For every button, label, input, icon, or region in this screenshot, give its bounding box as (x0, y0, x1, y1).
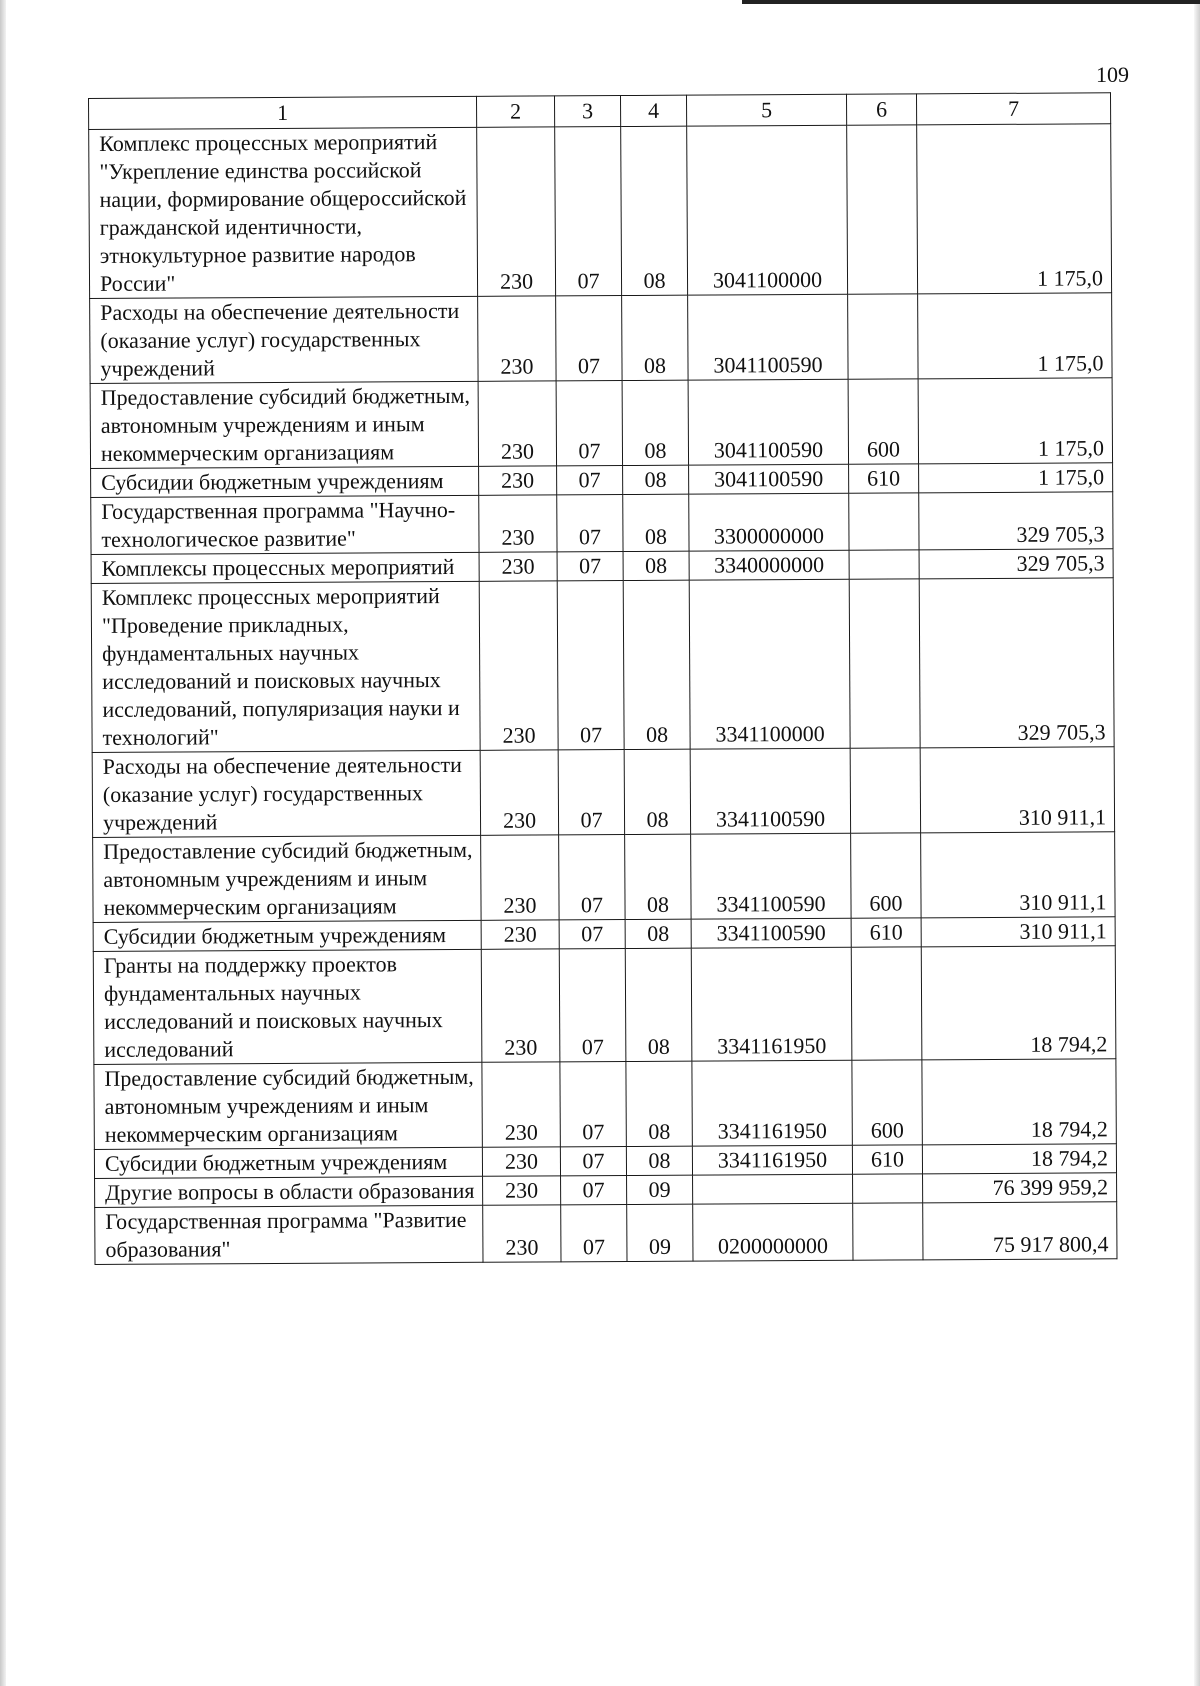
row-section-cell: 07 (558, 750, 624, 835)
row-code-cell: 230 (479, 466, 557, 495)
row-section-cell: 07 (560, 1147, 626, 1176)
header-col-1: 1 (89, 96, 477, 129)
table-row (93, 946, 1116, 1065)
header-col-4: 4 (620, 95, 686, 126)
row-expense-type-cell (851, 947, 922, 1060)
row-expense-type-cell (849, 493, 919, 550)
row-target-article-cell: 3041100590 (688, 294, 848, 380)
row-section-cell: 07 (560, 1062, 626, 1147)
row-amount-cell: 1 175,0 (919, 463, 1113, 493)
table-row (95, 1202, 1117, 1265)
row-section-cell: 07 (557, 466, 623, 495)
row-section-cell: 07 (561, 1205, 627, 1262)
row-section-cell: 07 (557, 495, 623, 552)
row-name-cell: Предоставление субсидий бюджетным, автономным учреждениям и иным некоммерческим организациям (90, 381, 478, 468)
row-name-cell: Предоставление субсидий бюджетным, автономным учреждениям и иным некоммерческим организациям (93, 835, 481, 922)
row-amount-cell: 18 794,2 (922, 1059, 1116, 1145)
row-name-cell: Субсидии бюджетным учреждениям (93, 920, 481, 951)
row-amount-cell: 76 399 959,2 (923, 1173, 1117, 1203)
row-name-cell: Государственная программа "Развитие образования" (95, 1205, 483, 1264)
page-number: 109 (1096, 62, 1129, 87)
row-name-cell: Комплекс процессных мероприятий "Укрепление единства российской нации, формирование общероссийской гражданской идентичности, этнокультурное развитие народов России" (89, 127, 478, 298)
row-section-cell: 07 (557, 552, 623, 581)
budget-table-sheet (88, 92, 1118, 1265)
row-target-article-cell: 3341100000 (689, 579, 850, 749)
row-target-article-cell: 3341100590 (691, 833, 851, 919)
scan-right-edge (1194, 0, 1200, 1686)
row-expense-type-cell (848, 294, 918, 379)
row-amount-cell: 310 911,1 (921, 832, 1115, 918)
row-code-cell: 230 (481, 949, 560, 1062)
row-code-cell: 230 (478, 381, 556, 466)
row-amount-cell: 329 705,3 (919, 549, 1113, 579)
row-subsection-cell: 09 (627, 1204, 693, 1261)
row-amount-cell: 329 705,3 (919, 578, 1114, 748)
table-row (92, 747, 1114, 838)
row-expense-type-cell: 610 (851, 918, 921, 947)
table-row (89, 124, 1112, 299)
row-amount-cell: 310 911,1 (920, 747, 1114, 833)
row-expense-type-cell (849, 550, 919, 579)
row-amount-cell: 18 794,2 (921, 946, 1116, 1060)
row-amount-cell: 310 911,1 (921, 917, 1115, 947)
row-code-cell: 230 (479, 552, 557, 581)
row-name-cell: Гранты на поддержку проектов фундаментальных научных исследований и поисковых научных исследований (93, 949, 482, 1064)
row-name-cell: Субсидии бюджетным учреждениям (91, 466, 479, 497)
row-target-article-cell: 3300000000 (689, 493, 849, 551)
row-expense-type-cell (849, 579, 920, 748)
row-name-cell: Государственная программа "Научно-технологическое развитие" (91, 495, 479, 554)
row-subsection-cell: 08 (621, 126, 688, 295)
header-col-2: 2 (476, 96, 554, 127)
header-col-5: 5 (686, 94, 846, 126)
row-subsection-cell: 08 (626, 1061, 692, 1146)
row-amount-cell: 329 705,3 (919, 492, 1113, 550)
row-expense-type-cell: 600 (848, 379, 918, 464)
row-expense-type-cell: 610 (852, 1145, 922, 1174)
row-target-article-cell: 3341100590 (690, 748, 850, 834)
row-expense-type-cell (853, 1174, 923, 1203)
table-row (91, 578, 1114, 753)
row-target-article-cell: 3041100590 (688, 379, 848, 465)
row-code-cell: 230 (481, 920, 559, 949)
header-col-7: 7 (916, 93, 1110, 125)
row-section-cell: 07 (557, 581, 624, 750)
row-code-cell: 230 (481, 835, 559, 920)
row-section-cell: 07 (561, 1176, 627, 1205)
header-col-3: 3 (554, 96, 620, 127)
row-name-cell: Предоставление субсидий бюджетным, автономным учреждениям и иным некоммерческим организациям (94, 1062, 482, 1149)
row-subsection-cell: 08 (622, 380, 688, 465)
row-subsection-cell: 08 (625, 948, 692, 1061)
row-section-cell: 07 (559, 949, 626, 1062)
row-section-cell: 07 (559, 920, 625, 949)
row-code-cell: 230 (480, 750, 558, 835)
row-code-cell: 230 (479, 495, 557, 552)
row-code-cell: 230 (477, 127, 556, 296)
row-code-cell: 230 (478, 296, 556, 381)
row-target-article-cell: 3341161950 (692, 1145, 852, 1175)
row-subsection-cell: 08 (623, 494, 689, 551)
row-subsection-cell: 08 (625, 834, 691, 919)
row-subsection-cell: 08 (624, 749, 690, 834)
row-code-cell: 230 (483, 1176, 561, 1205)
scan-left-edge (0, 0, 6, 1686)
row-code-cell: 230 (479, 581, 558, 750)
budget-table-body (89, 93, 1117, 1265)
top-edge-rule (742, 0, 1200, 4)
row-expense-type-cell (853, 1203, 923, 1260)
row-code-cell: 230 (482, 1062, 560, 1147)
row-code-cell: 230 (482, 1147, 560, 1176)
row-expense-type-cell: 610 (849, 464, 919, 493)
row-subsection-cell: 08 (623, 465, 689, 494)
row-amount-cell: 75 917 800,4 (923, 1202, 1117, 1260)
row-amount-cell: 1 175,0 (918, 378, 1112, 464)
row-target-article-cell: 3341161950 (692, 1060, 852, 1146)
row-code-cell: 230 (483, 1205, 561, 1262)
row-name-cell: Субсидии бюджетным учреждениям (94, 1147, 482, 1178)
row-section-cell: 07 (556, 381, 622, 466)
row-expense-type-cell (850, 748, 920, 833)
row-section-cell: 07 (559, 835, 625, 920)
row-expense-type-cell: 600 (851, 833, 921, 918)
row-name-cell: Комплексы процессных мероприятий (91, 552, 479, 583)
row-amount-cell: 1 175,0 (917, 124, 1112, 294)
row-target-article-cell: 3041100000 (687, 125, 848, 295)
table-row (94, 1059, 1116, 1150)
row-name-cell: Другие вопросы в области образования (95, 1176, 483, 1207)
row-subsection-cell: 08 (626, 1146, 692, 1175)
table-row (91, 492, 1113, 555)
table-row (90, 293, 1112, 384)
row-name-cell: Расходы на обеспечение деятельности (оказание услуг) государственных учреждений (90, 296, 478, 383)
row-name-cell: Комплекс процессных мероприятий "Проведение прикладных, фундаментальных научных исследований и поисковых научных исследований, популяризация науки и технологий" (91, 581, 480, 752)
row-expense-type-cell (847, 125, 918, 294)
row-subsection-cell: 09 (627, 1175, 693, 1204)
row-amount-cell: 18 794,2 (922, 1144, 1116, 1174)
row-subsection-cell: 08 (623, 551, 689, 580)
header-col-6: 6 (846, 94, 916, 125)
row-target-article-cell: 3341161950 (691, 947, 852, 1061)
row-target-article-cell: 3341100590 (691, 918, 851, 948)
row-expense-type-cell: 600 (852, 1060, 922, 1145)
row-target-article-cell: 0200000000 (693, 1203, 853, 1261)
budget-table (88, 92, 1118, 1265)
row-amount-cell: 1 175,0 (918, 293, 1112, 379)
row-section-cell: 07 (555, 127, 622, 296)
row-subsection-cell: 08 (623, 580, 690, 749)
row-target-article-cell: 3340000000 (689, 550, 849, 580)
table-row (90, 378, 1112, 469)
row-name-cell: Расходы на обеспечение деятельности (оказание услуг) государственных учреждений (92, 750, 480, 837)
table-row (93, 832, 1115, 923)
row-target-article-cell: 3041100590 (689, 464, 849, 494)
row-section-cell: 07 (556, 296, 622, 381)
row-subsection-cell: 08 (625, 919, 691, 948)
row-subsection-cell: 08 (622, 295, 688, 380)
row-target-article-cell (693, 1174, 853, 1204)
